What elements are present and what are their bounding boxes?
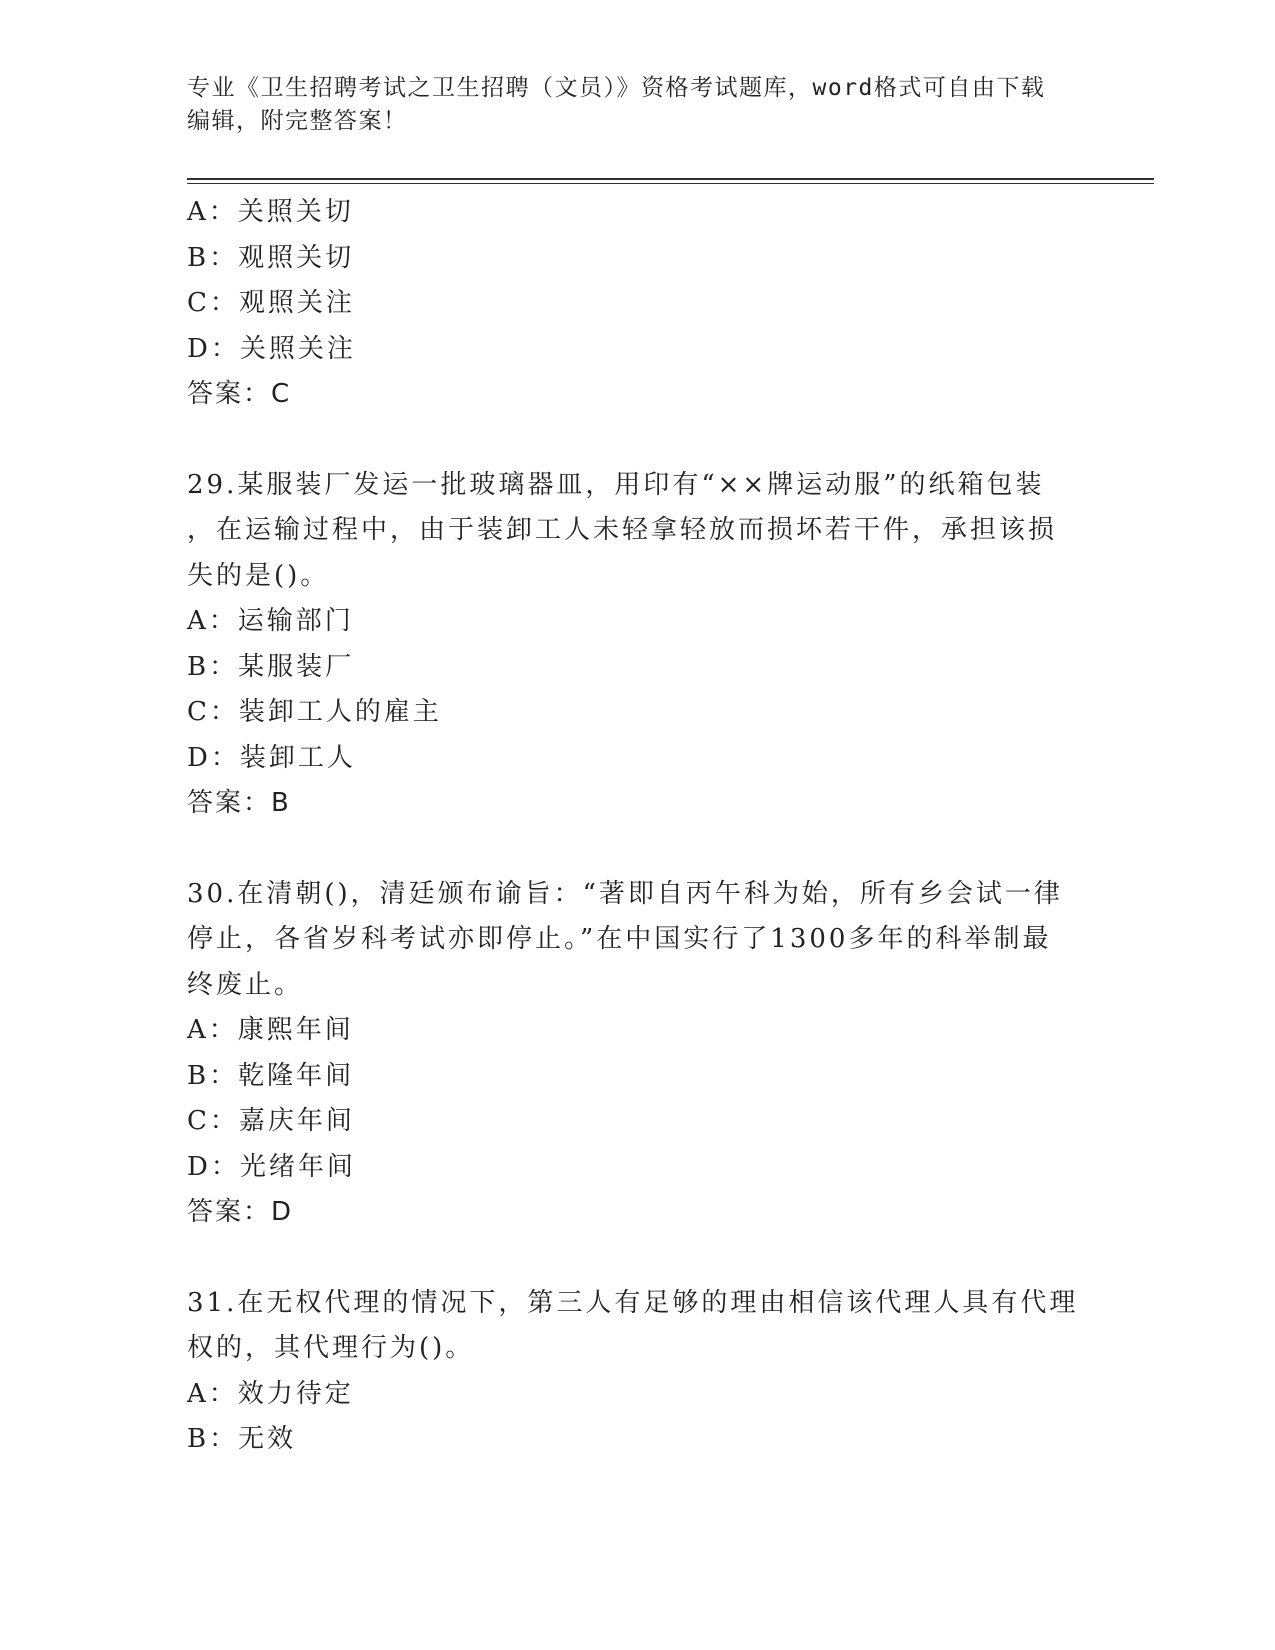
option-a: A：康熙年间 bbox=[187, 1015, 354, 1045]
header-line-2: 编辑，附完整答案！ bbox=[187, 108, 408, 134]
question-text-line: 终废止。 bbox=[187, 969, 304, 1000]
question-list bbox=[187, 190, 1087, 1463]
answer: 答案：D bbox=[187, 1197, 294, 1227]
question-30 bbox=[187, 872, 1087, 1236]
document-header bbox=[187, 72, 1067, 138]
option-c: C：嘉庆年间 bbox=[187, 1106, 355, 1136]
option-c: C：装卸工人的雇主 bbox=[187, 697, 442, 727]
question-text-line: 30.在清朝()，清廷颁布谕旨：“著即自丙午科为始，所有乡会试一律 bbox=[187, 878, 1063, 909]
question-31 bbox=[187, 1281, 1087, 1463]
answer: 答案：B bbox=[187, 788, 291, 818]
option-b: B：某服装厂 bbox=[187, 651, 355, 682]
header-line-1: 专业《卫生招聘考试之卫生招聘（文员）》资格考试题库，word格式可自由下载 bbox=[187, 75, 1046, 101]
option-d: D：光绪年间 bbox=[187, 1151, 356, 1182]
question-text-line: 失的是()。 bbox=[187, 560, 330, 591]
option-d: D：装卸工人 bbox=[187, 742, 356, 773]
question-text-line: 停止，各省岁科考试亦即停止。”在中国实行了1300多年的科举制最 bbox=[187, 924, 1052, 954]
option-b: B：无效 bbox=[187, 1424, 297, 1454]
option-a: A：效力待定 bbox=[187, 1378, 354, 1409]
question-28 bbox=[187, 190, 1087, 418]
question-text-line: 权的，其代理行为()。 bbox=[187, 1333, 475, 1363]
option-b: B：观照关切 bbox=[187, 242, 355, 273]
question-29 bbox=[187, 463, 1087, 827]
question-text-line: 31.在无权代理的情况下，第三人有足够的理由相信该代理人具有代理 bbox=[187, 1287, 1079, 1318]
header-divider-thick bbox=[187, 178, 1154, 180]
answer: 答案：C bbox=[187, 379, 292, 409]
option-a: A：关照关切 bbox=[187, 197, 354, 227]
option-b: B：乾隆年间 bbox=[187, 1060, 355, 1091]
header-divider-thin bbox=[187, 183, 1154, 184]
question-text-line: ，在运输过程中，由于装卸工人未轻拿轻放而损坏若干件，承担该损 bbox=[187, 515, 1058, 545]
option-d: D：关照关注 bbox=[187, 333, 356, 364]
question-text-line: 29.某服装厂发运一批玻璃器皿，用印有“××牌运动服”的纸箱包装 bbox=[187, 469, 1045, 500]
option-c: C：观照关注 bbox=[187, 288, 355, 318]
option-a: A：运输部门 bbox=[187, 606, 354, 636]
